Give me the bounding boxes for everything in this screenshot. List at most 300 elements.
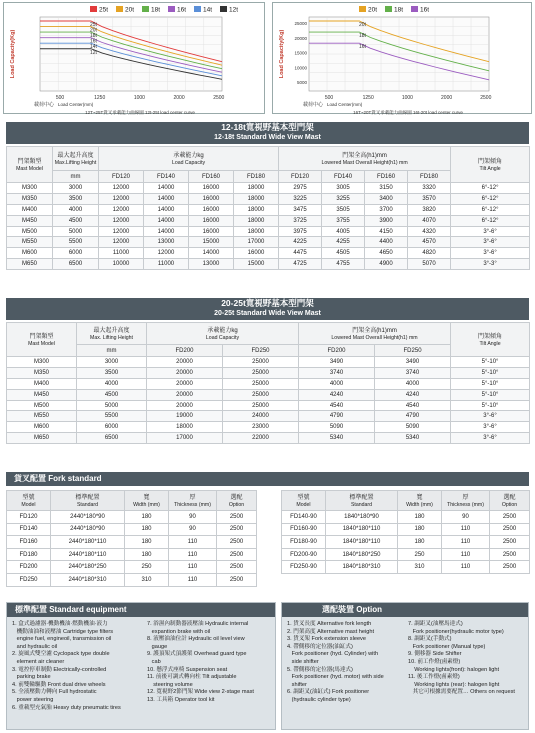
table1-subcol: FD160	[189, 171, 234, 183]
option-col2	[408, 621, 528, 697]
fork-cell: FD250	[7, 573, 51, 586]
table-cell: 20000	[147, 389, 223, 400]
mast-table-12-18t	[6, 146, 530, 270]
fork-cell: 180	[125, 511, 169, 524]
fork-cell: 2500	[217, 561, 257, 574]
x-tick-label: 1250	[362, 95, 374, 101]
standard-equipment-col1	[12, 621, 142, 712]
table-row	[7, 400, 530, 411]
fork-row	[7, 523, 257, 536]
legend-swatch	[411, 6, 418, 12]
equipment-item: expantion brake with oil	[147, 628, 211, 635]
table-cell: 14000	[189, 248, 234, 259]
table1-subcol: FD140	[144, 171, 189, 183]
equipment-item: 3. 貨叉架 Fork extension sleeve	[287, 636, 366, 643]
equipment-item: and hydraulic oil	[12, 643, 58, 650]
table-cell: 6000	[77, 422, 147, 433]
fork-cell: 2500	[217, 548, 257, 561]
fork-cell: 180	[125, 523, 169, 536]
fork-cell: 90	[169, 511, 217, 524]
table-cell: 3°-3°	[451, 259, 530, 270]
table-cell: 25000	[223, 400, 299, 411]
table-cell: 3475	[279, 204, 322, 215]
table-cell: 3320	[408, 183, 451, 194]
fork-cell: FD160	[7, 536, 51, 549]
table-cell: 18000	[147, 422, 223, 433]
curve-label: 20t	[359, 22, 366, 28]
equipment-item: Working lights(front): halogen light	[408, 666, 499, 673]
fork-cell: 1840*180*250	[326, 548, 398, 561]
table-cell: 4070	[408, 215, 451, 226]
equipment-item: shifter	[287, 681, 307, 688]
table-row	[7, 248, 530, 259]
y-axis-label: Load Capacity(Kg)	[279, 29, 285, 79]
legend-label: 20t	[125, 6, 135, 14]
table-cell: 24000	[223, 411, 299, 422]
fork-cell: 2440*180*250	[51, 561, 125, 574]
table-row	[7, 183, 530, 194]
table-cell: 4755	[322, 259, 365, 270]
table-cell: 3740	[375, 367, 451, 378]
fork-cell: 180	[398, 523, 442, 536]
table-cell: 20000	[147, 400, 223, 411]
table-cell: 4570	[408, 237, 451, 248]
table-cell: 5090	[375, 422, 451, 433]
table-cell: 3570	[408, 193, 451, 204]
table-cell: 4900	[365, 259, 408, 270]
equipment-item: 3. 電控停車制動 Electrically-controlled	[12, 666, 107, 673]
standard-equipment-panel	[6, 602, 276, 730]
fork-col-model: 型號 Model	[7, 491, 51, 511]
table-cell: 23000	[223, 422, 299, 433]
table-cell: 18000	[234, 183, 279, 194]
table-cell: M400	[7, 378, 77, 389]
fork-cell: 2440*180*90	[51, 511, 125, 524]
fork-col-model-r: 型號 Model	[282, 491, 326, 511]
table-cell: 6°-12°	[451, 193, 530, 204]
table-cell: 14000	[144, 193, 189, 204]
curve-label: 16t	[90, 38, 97, 45]
table-cell: 13000	[144, 237, 189, 248]
table-cell: 16000	[189, 226, 234, 237]
table-row	[7, 422, 530, 433]
table-cell: 4240	[375, 389, 451, 400]
legend-swatch	[359, 6, 366, 12]
x-tick-label: 2500	[480, 95, 492, 101]
table-cell: 15000	[189, 237, 234, 248]
equipment-item: 11. 後工作燈(鹵素燈)	[408, 674, 460, 681]
fork-cell: 110	[169, 536, 217, 549]
fork-row	[7, 536, 257, 549]
col-load-capacity: 承載能力kg Load Capacity	[99, 147, 279, 171]
table1-title-zh: 12-18t寬視野基本型門架	[221, 122, 314, 132]
fork-cell: 90	[442, 511, 490, 524]
table-cell: M450	[7, 215, 53, 226]
fork-cell: FD140	[7, 523, 51, 536]
fork-cell: 2500	[217, 523, 257, 536]
equipment-item: 5. 帶側移的定位器(馬達式)	[287, 666, 353, 673]
table-cell: 4000	[77, 378, 147, 389]
col2-load-capacity: 承載能力kg Load Capacity	[147, 323, 299, 345]
table-cell: 4790	[299, 411, 375, 422]
fork-cell: 110	[442, 536, 490, 549]
fork-cell: 180	[125, 536, 169, 549]
equipment-item: Working lights (rear): halogen light	[408, 681, 500, 688]
equipment-item: 10. 懸浮式座椅 Suspension seat	[147, 666, 228, 673]
legend-swatch	[142, 6, 149, 12]
x-tick-label: 2000	[441, 95, 453, 101]
table-cell: 6000	[53, 248, 99, 259]
table-cell: 5°-10°	[451, 378, 530, 389]
fork-cell: 310	[398, 561, 442, 574]
equipment-item: 5. 全液壓動力轉向 Full hydrostatic	[12, 689, 97, 696]
chart-16-20t-svg	[273, 3, 533, 115]
equipment-item: cab	[147, 658, 161, 665]
table1-subcol: FD180	[234, 171, 279, 183]
x-axis-label-zh: 載荷中心	[303, 102, 324, 108]
legend-swatch	[168, 6, 175, 12]
fork-cell: 110	[169, 548, 217, 561]
equipment-item: 11. 前後可調式轉向柱 Tilt adjustable	[147, 674, 237, 681]
table-cell: 25000	[223, 389, 299, 400]
table-cell: 5500	[53, 237, 99, 248]
col2-lift-height: 最大起升高度 Max. Lifting Height	[77, 323, 147, 345]
table-row	[7, 357, 530, 368]
table-cell: 5090	[299, 422, 375, 433]
legend-swatch	[90, 6, 97, 12]
table-cell: 14000	[144, 226, 189, 237]
table-cell: 4540	[299, 400, 375, 411]
table-row	[7, 259, 530, 270]
table2-subcol: FD250	[223, 345, 299, 357]
table-row	[7, 433, 530, 444]
table-cell: 4475	[279, 248, 322, 259]
y-tick-label: 10000	[294, 65, 307, 71]
table-cell: 3225	[279, 193, 322, 204]
table-cell: 15000	[234, 259, 279, 270]
fork-cell: FD120	[7, 511, 51, 524]
table-cell: 3505	[322, 204, 365, 215]
fork-cell: 110	[442, 561, 490, 574]
table-cell: M300	[7, 183, 53, 194]
fork-row	[282, 523, 530, 536]
fork-cell: FD200-90	[282, 548, 326, 561]
x-axis-label-zh: 載荷中心	[34, 102, 55, 108]
table-cell: 6°-12°	[451, 183, 530, 194]
table-cell: 5°-10°	[451, 367, 530, 378]
y-axis-label: Load Capacity(Kg)	[10, 29, 16, 79]
table-cell: 14000	[144, 183, 189, 194]
fork-row	[7, 511, 257, 524]
fork-cell: FD250-90	[282, 561, 326, 574]
fork-cell: 2500	[217, 536, 257, 549]
table2-subcol: FD200	[147, 345, 223, 357]
table-cell: M500	[7, 400, 77, 411]
legend-swatch	[385, 6, 392, 12]
standard-equipment-col2	[147, 621, 275, 705]
fork-cell: 2500	[490, 511, 530, 524]
curve-label: 20t	[90, 27, 97, 34]
chart-caption: 16T~20T貨叉承載能力曲線圖 16t-20t load center curve	[353, 110, 463, 115]
fork-cell: 250	[125, 561, 169, 574]
fork-col-width-r: 寬 Width (mm)	[398, 491, 442, 511]
equipment-item: parking brake	[12, 674, 51, 681]
equipment-item: 10. 前工作燈(鹵素燈)	[408, 658, 461, 665]
mast-table-20-25t	[6, 322, 530, 444]
legend-label: 16t	[177, 6, 187, 14]
y-tick-label: 15000	[294, 50, 307, 56]
legend-swatch	[220, 6, 227, 12]
equipment-item: side shifter	[287, 658, 319, 665]
fork-cell: 2500	[490, 561, 530, 574]
equipment-item: element air cleaner	[12, 658, 65, 665]
table-cell: 5340	[299, 433, 375, 444]
equipment-item: 其它可根據需要配置… Others on request	[408, 689, 515, 696]
equipment-item: engine fuel, engineoil, transmission oil	[12, 636, 112, 643]
table-cell: 3400	[365, 193, 408, 204]
table-cell: 4225	[279, 237, 322, 248]
table-row	[7, 215, 530, 226]
equipment-item: Fork positioner (hyd. Cylinder) with	[287, 651, 379, 658]
table-cell: 6500	[53, 259, 99, 270]
legend-label: 18t	[151, 6, 161, 14]
table2-header	[6, 298, 529, 320]
table1-header	[6, 122, 529, 144]
table-cell: 4320	[408, 226, 451, 237]
col-mast-model: 門架類型 Mast Model	[7, 147, 53, 183]
table-cell: 4725	[279, 259, 322, 270]
table-cell: 3°-6°	[451, 226, 530, 237]
table-cell: 12000	[99, 204, 144, 215]
table-cell: 3255	[322, 193, 365, 204]
fork-cell: 180	[398, 536, 442, 549]
table-cell: 25000	[223, 378, 299, 389]
curve-label: 16t	[359, 44, 366, 51]
table-cell: M650	[7, 259, 53, 270]
table-cell: 6500	[77, 433, 147, 444]
fork-cell: FD180	[7, 548, 51, 561]
fork-cell: 2500	[490, 523, 530, 536]
y-tick-label: 25000	[294, 21, 307, 26]
legend-label: 16t	[420, 6, 430, 14]
equipment-item: 6. 重載型充氣胎 Heavy duty pneumatic tires	[12, 704, 121, 711]
table-cell: 18000	[234, 226, 279, 237]
fork-cell: 1840*180*110	[326, 536, 398, 549]
table-cell: 10000	[99, 259, 144, 270]
load-curve-chart-16-20t	[272, 2, 532, 114]
table-cell: 4255	[322, 237, 365, 248]
table-cell: 5500	[77, 411, 147, 422]
table-cell: 11000	[144, 259, 189, 270]
table-cell: 4150	[365, 226, 408, 237]
fork-cell: 110	[169, 573, 217, 586]
unit-mm: mm	[53, 171, 99, 183]
equipment-item: 2. 旋風式雙空濾 Cyclopack type double	[12, 651, 110, 658]
equipment-item: 12. 寬視野2節門架 Wide view 2-stage mast	[147, 689, 254, 696]
table-cell: 3490	[375, 357, 451, 368]
table-cell: 4500	[53, 215, 99, 226]
table-cell: 11000	[99, 248, 144, 259]
table-cell: 3725	[279, 215, 322, 226]
table-cell: M300	[7, 357, 77, 368]
table-cell: 3500	[77, 367, 147, 378]
fork-col-option: 選配 Option	[217, 491, 257, 511]
fork-cell: FD180-90	[282, 536, 326, 549]
fork-cell: 110	[169, 561, 217, 574]
table-cell: 5°-10°	[451, 357, 530, 368]
fork-row	[282, 561, 530, 574]
table-cell: 3900	[365, 215, 408, 226]
table-cell: 3700	[365, 204, 408, 215]
table-cell: 3150	[365, 183, 408, 194]
table-cell: M600	[7, 248, 53, 259]
table-cell: 3°-6°	[451, 411, 530, 422]
table-cell: 25000	[223, 357, 299, 368]
curve-label: 14t	[90, 44, 97, 51]
curve-label: 18t	[90, 33, 97, 40]
equipment-item: 7. 浴濕內制動器液壓油 Hydraulic internal	[147, 621, 249, 627]
table-cell: 16000	[189, 204, 234, 215]
table-cell: 5070	[408, 259, 451, 270]
table1-subcol: FD160	[365, 171, 408, 183]
fork-col-option-r: 選配 Option	[490, 491, 530, 511]
table-cell: 6°-12°	[451, 204, 530, 215]
equipment-item: 4. 帶側移的定位器(油缸式)	[287, 643, 353, 650]
table2-title-zh: 20-25t寬視野基本型門架	[221, 298, 314, 308]
equipment-item: 7. 調距叉(油壓馬達式)	[408, 621, 463, 627]
curve-label: 25t	[90, 22, 97, 28]
table-cell: 4505	[322, 248, 365, 259]
table-cell: M600	[7, 422, 77, 433]
table-cell: 20000	[147, 378, 223, 389]
table-cell: 12000	[99, 226, 144, 237]
table-cell: 4790	[375, 411, 451, 422]
table-cell: M450	[7, 389, 77, 400]
x-tick-label: 1250	[94, 95, 106, 101]
equipment-item: gauge	[147, 643, 168, 650]
table-cell: M400	[7, 204, 53, 215]
fork-row	[7, 573, 257, 586]
unit2-mm: mm	[77, 345, 147, 357]
table1-subcol: FD140	[322, 171, 365, 183]
table-row	[7, 204, 530, 215]
col2-tilt-angle: 門架傾角 Tilt Angle	[451, 323, 530, 357]
fork-col-thickness: 厚 Thickness (mm)	[169, 491, 217, 511]
table-cell: 12000	[144, 248, 189, 259]
table2-subcol: FD250	[375, 345, 451, 357]
fork-row	[7, 548, 257, 561]
legend-label: 20t	[368, 6, 378, 14]
fork-cell: FD160-90	[282, 523, 326, 536]
equipment-item: 8. 液壓油油位計 Hydraulic oil level view	[147, 636, 245, 643]
chart-12-25t-svg	[4, 3, 266, 115]
table-cell: 3820	[408, 204, 451, 215]
x-tick-label: 2000	[173, 95, 185, 101]
table-cell: M350	[7, 367, 77, 378]
table-row	[7, 193, 530, 204]
equipment-item: 2. 門架高度 Alternative mast height	[287, 628, 375, 635]
table-cell: 12000	[99, 193, 144, 204]
fork-cell: 2500	[490, 536, 530, 549]
table-cell: 5340	[375, 433, 451, 444]
table-cell: 5000	[53, 226, 99, 237]
table-cell: M650	[7, 433, 77, 444]
table-cell: 18000	[234, 193, 279, 204]
legend-label: 18t	[394, 6, 404, 14]
legend-swatch	[116, 6, 123, 12]
option-col1	[287, 621, 405, 705]
table1-subcol: FD180	[408, 171, 451, 183]
table1-subcol: FD120	[99, 171, 144, 183]
table-cell: M350	[7, 193, 53, 204]
x-tick-label: 1000	[133, 95, 145, 101]
table-cell: 5°-10°	[451, 400, 530, 411]
table-row	[7, 389, 530, 400]
table-row	[7, 237, 530, 248]
table-cell: 4005	[322, 226, 365, 237]
table-cell: 12000	[99, 183, 144, 194]
col2-overall-height: 門架全高(h1)mm Lowered Mast Overall Height(h1) mm	[299, 323, 451, 345]
equipment-item: 6. 調距叉(油缸式) Fork positioner	[287, 689, 370, 696]
table1-title-en: 12-18t Standard Wide View Mast	[214, 134, 321, 141]
table-cell: 16000	[189, 183, 234, 194]
curve-label: 18t	[359, 33, 366, 40]
fork-cell: 310	[125, 573, 169, 586]
table-cell: 4820	[408, 248, 451, 259]
table-cell: 18000	[234, 215, 279, 226]
fork-row	[282, 511, 530, 524]
table-cell: 4540	[375, 400, 451, 411]
col-lift-height: 最大起升高度 Max.Lifting Height	[53, 147, 99, 171]
table1-subcol: FD120	[279, 171, 322, 183]
y-tick-label: 5000	[296, 80, 307, 86]
legend-label: 14t	[203, 6, 213, 14]
equipment-item: 機動油油和液壓油 Cartridge type filters	[12, 628, 114, 635]
col2-mast-model: 門架類型 Mast Model	[7, 323, 77, 357]
fork-cell: 90	[169, 523, 217, 536]
equipment-item: Fork positioner(hydraulic motor type)	[408, 628, 504, 635]
x-tick-label: 500	[324, 95, 334, 101]
table-cell: 20000	[147, 367, 223, 378]
fork-cell: 2440*180*110	[51, 536, 125, 549]
fork-table-right	[281, 490, 530, 574]
x-tick-label: 500	[55, 95, 65, 101]
equipment-item: steering volume	[147, 681, 193, 688]
table-cell: 3500	[53, 193, 99, 204]
table-cell: 4500	[77, 389, 147, 400]
equipment-item: Fork positioner (Manual type)	[408, 643, 486, 650]
option-panel	[281, 602, 529, 730]
fork-cell: 2500	[217, 511, 257, 524]
table-cell: 16000	[234, 248, 279, 259]
table-cell: 3°-6°	[451, 422, 530, 433]
table-cell: 14000	[144, 204, 189, 215]
table-cell: 25000	[223, 367, 299, 378]
fork-cell: 110	[442, 548, 490, 561]
col-tilt-angle: 門架傾角 Tilt Angle	[451, 147, 530, 183]
table-cell: 2975	[279, 183, 322, 194]
equipment-item: 1. 盒式過濾器·機動機油·燃動機油·液力	[12, 621, 108, 627]
fork-cell: 2500	[217, 573, 257, 586]
table-cell: 16000	[189, 215, 234, 226]
fork-cell: 180	[125, 548, 169, 561]
equipment-item: 13. 工具箱 Operator tool kit	[147, 696, 215, 703]
table-cell: 3755	[322, 215, 365, 226]
equipment-item: 4. 前雙輪驅動 Front dual drive wheels	[12, 681, 106, 688]
x-tick-label: 1000	[401, 95, 413, 101]
table-cell: 3000	[53, 183, 99, 194]
table-cell: 14000	[144, 215, 189, 226]
